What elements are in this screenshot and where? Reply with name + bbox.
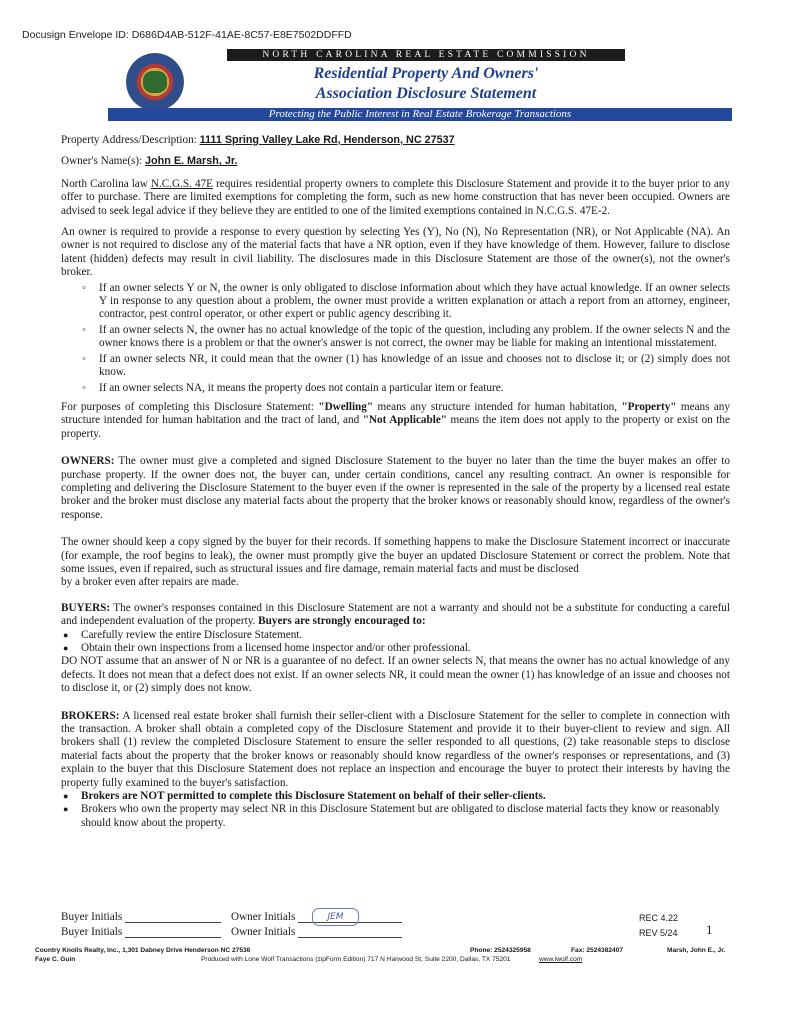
address-label: Property Address/Description: xyxy=(61,134,197,146)
owner-value: John E. Marsh, Jr. xyxy=(145,155,238,168)
owner-label: Owner's Name(s): xyxy=(61,155,143,168)
owner-initials-label: Owner Initials xyxy=(231,926,296,938)
list-item: ◦ If an owner selects NA, it means the property does not contain a particular item or feature. xyxy=(99,382,730,395)
response-instructions: An owner is required to provide a response to every question by selecting Yes (Y), No (N), No Representation (NR), or Not Applicable (NA). An owner is not required to disclose any of the material facts that have a NR option, even if they have knowledge of them. However, failure to disclose latent (hidden) defects may result in civil liability. The disclosures made in this Disclosure Statement are those of the owner(s), not the owner's broker. xyxy=(61,226,730,279)
broker-rules-list xyxy=(61,790,730,830)
owner-copy-paragraph: The owner should keep a copy signed by the buyer for their records. If something happens to make the Disclosure Statement incorrect or inaccurate (for example, the roof begins to leak), the owner must promptly give the buyer an updated Disclosure Statement or correct the problem. Note that some issues, even if repaired, such as structural issues and fire damage, remain material facts and must be disclosed xyxy=(61,536,730,575)
phone-number: Phone: 2524325958 xyxy=(470,947,531,954)
buyer-initials-row-1 xyxy=(61,911,221,923)
definitions-pre: For purposes of completing this Disclosure Statement: xyxy=(61,400,319,413)
owner-initials-label: Owner Initials xyxy=(231,911,296,923)
buyer-recommendations-list xyxy=(61,629,730,656)
owners-paragraph xyxy=(61,455,730,522)
dwelling-def: means any structure intended for human habitation, xyxy=(373,400,622,413)
address-value: 1111 Spring Valley Lake Rd, Henderson, NC 27537 xyxy=(199,134,455,146)
list-item: ◦ If an owner selects NR, it could mean that the owner (1) has knowledge of an issue and chooses not to disclose it; or (2) simply does not know. xyxy=(99,353,730,380)
list-item: ● Obtain their own inspections from a licensed home inspector and/or other professional. xyxy=(81,642,730,655)
website-link[interactable]: www.lwolf.com xyxy=(539,956,583,963)
buyer-initials-field[interactable] xyxy=(125,927,221,938)
commission-banner: NORTH CAROLINA REAL ESTATE COMMISSION xyxy=(227,49,625,61)
owner-name-row xyxy=(61,155,730,168)
buyers-heading: BUYERS: xyxy=(61,601,111,614)
brokers-text: A licensed real estate broker shall furnish their seller-client with a Disclosure Statement for the seller to complete in connection with the transaction. A broker shall obtain a completed copy of the Disclosure Statement and provide it to their buyer-client to review and sign. All brokers shall (1) review the completed Disclosure Statement to ensure the seller responded to all questions, (2) take reasonable steps to disclose material facts about the property that the broker knows or reasonably should know regardless of the owner's responses or representations, and (3) explain to the buyer that this Disclosure Statement does not replace an inspection and encourage the buyer to protect their interests by having the property fully examined to the buyer's satisfaction. xyxy=(61,709,730,789)
buyer-initials-label: Buyer Initials xyxy=(61,926,123,938)
buyers-warning: DO NOT assume that an answer of N or NR is a guarantee of no defect. If an owner selects N, that means the owner has no actual knowledge of any defects. It does not mean that a defect does not exist. If an owner selects NR, it could mean the owner (1) has knowledge of an issue and chooses not to disclose it, or (2) simply does not know. xyxy=(61,655,730,695)
brokers-heading: BROKERS: xyxy=(61,709,120,722)
definitions-paragraph xyxy=(61,401,730,441)
buyer-initials-field[interactable] xyxy=(125,912,221,923)
owner-copy-paragraph-end: by a broker even after repairs are made. xyxy=(61,576,239,589)
agent-name: Faye C. Guin xyxy=(35,956,76,963)
na-term: "Not Applicable" xyxy=(362,414,448,427)
buyer-initials-row-2 xyxy=(61,926,221,938)
owner-initials-row-2 xyxy=(231,926,402,938)
title-line-1: Residential Property And Owners' xyxy=(313,65,539,82)
producer-info: Produced with Lone Wolf Transactions (zipForm Edition) 717 N Harwood St, Suite 2200, Dallas, TX 75201 xyxy=(201,956,511,963)
list-item: ◦ If an owner selects N, the owner has no actual knowledge of the topic of the question, including any problem. If the owner selects N and the owner knows there is a problem or that the owner's answer is not correct, the owner may be liable for making an intentional misstatement. xyxy=(99,324,730,351)
fax-number: Fax: 2524382407 xyxy=(571,947,624,954)
owner-initials-signature[interactable]: JEM xyxy=(312,908,359,926)
intro-paragraph xyxy=(61,178,730,218)
buyers-emphasis: Buyers are strongly encouraged to: xyxy=(258,615,426,628)
owners-heading: OWNERS: xyxy=(61,455,115,468)
list-item: ● Carefully review the entire Disclosure Statement. xyxy=(81,629,730,642)
buyers-paragraph xyxy=(61,602,730,629)
property-def: means any structure intended for human habitation and the tract of land, and xyxy=(61,400,730,427)
form-title xyxy=(225,64,627,104)
list-item: ● Brokers who own the property may select NR in this Disclosure Statement but are obligated to disclose material facts they know or reasonably should know about the property. xyxy=(81,803,730,830)
owner-initials-field[interactable] xyxy=(298,927,402,938)
buyers-text: The owner's responses contained in this Disclosure Statement are not a warranty and should not be a substitute for conducting a careful and independent evaluation of the property. xyxy=(61,601,730,628)
form-code: REC 4.22 xyxy=(639,913,679,923)
list-item: ● Brokers are NOT permitted to complete this Disclosure Statement on behalf of their seller-clients. xyxy=(81,790,730,803)
dwelling-term: "Dwelling" xyxy=(318,400,374,413)
page-number: 1 xyxy=(706,922,713,937)
owners-text: The owner must give a completed and signed Disclosure Statement to the buyer no later than the time the buyer makes an offer to purchase property. If the owner does not, the buyer can, under certain conditions, cancel any resulting contract. An owner is responsible for completing and delivering the Disclosure Statement to the buyer even if the owner is represented in the sale of the property by a licensed real estate broker and the broker must disclose any material facts about the property that the broker knows or reasonably should know, regardless of the owner's response. xyxy=(61,455,730,521)
response-options-list xyxy=(61,282,730,395)
na-def: means the item does not apply to the property or exist on the property. xyxy=(61,414,730,440)
intro-text-post: requires residential property owners to complete this Disclosure Statement and provide it to the buyer prior to any offer to purchase. There are limited exemptions for completing the form, such as new home construction that has never been occupied. Owners are advised to seek legal advice if they believe they are entitled to one of the limited exemptions contained in N.C.G.S. 47E-2. xyxy=(61,177,730,217)
nc-commission-seal-logo xyxy=(126,53,184,111)
statute-link[interactable]: N.C.G.S. 47E xyxy=(150,177,213,190)
tagline-banner: Protecting the Public Interest in Real Estate Brokerage Transactions xyxy=(108,108,732,121)
property-address-row xyxy=(61,134,730,147)
file-name: Marsh, John E., Jr. xyxy=(667,947,726,954)
revision-date: REV 5/24 xyxy=(639,928,678,938)
disclosure-body xyxy=(61,134,730,830)
property-term: "Property" xyxy=(621,400,677,413)
list-item: ◦ If an owner selects Y or N, the owner is only obligated to disclose information about which they have actual knowledge. If an owner selects Y in response to any question about a problem, the owner must provide a written explanation or attach a report from an attorney, engineer, contractor, pest control operator, or other expert or public agency describing it. xyxy=(99,282,730,322)
brokers-paragraph xyxy=(61,710,730,790)
title-line-2: Association Disclosure Statement xyxy=(315,85,537,102)
buyer-initials-label: Buyer Initials xyxy=(61,911,123,923)
brokerage-info: Country Knolls Realty, Inc., 1,301 Dabney Drive Henderson NC 27536 xyxy=(35,947,251,954)
docusign-envelope-id: Docusign Envelope ID: D686D4AB-512F-41AE-8C57-E8E7502DDFFD xyxy=(22,29,352,41)
intro-text-pre: North Carolina law xyxy=(61,177,151,190)
